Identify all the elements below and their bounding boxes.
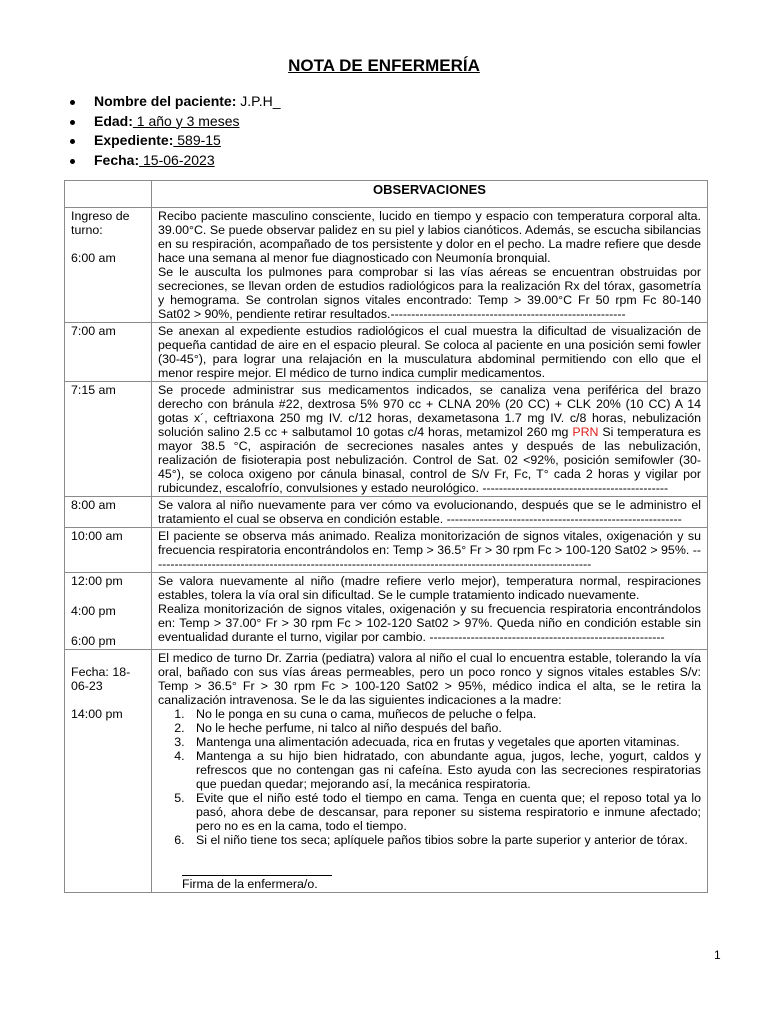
signature-line: Firma de la enfermera/o. [182, 875, 332, 891]
instruction-item: 2. No le heche perfume, ni talco al niño después del baño. [188, 721, 701, 735]
observation-text: Se valora al niño nuevamente para ver cómo va evolucionando, después que se le administro el tratamiento el cual se observa en condición estable. --------------------------------------------------------- [152, 497, 708, 528]
patient-age-label: Edad: [94, 112, 133, 129]
time-label: Ingreso de turno: [71, 209, 130, 237]
record-number-label: Expediente: [94, 132, 174, 148]
observation-text: Se anexan al expediente estudios radiológicos el cual muestra la dificultad de visualización de pequeña cantidad de aire en el espacio pleural. Se coloca al paciente en una posición semi fowler (30-45°), para lograr una relajación en la musculatura abdominal permitiendo con ello que el menor respire mejor. El médico de turno indica cumplir medicamentos. [152, 323, 708, 382]
date-value: 15-06-2023 [139, 151, 215, 168]
instruction-item: 3. Mantenga una alimentación adecuada, rica en frutas y vegetales que aporten vitaminas. [188, 735, 701, 749]
observation-text: Se valora nuevamente al niño (madre refiere verlo mejor), temperatura normal, respiraciones estables, tolera la vía oral sin dificultad. Se le cumple tratamiento indicado nuevamente. [158, 574, 701, 602]
record-number-item [70, 131, 280, 151]
time-label: 14:00 pm [71, 707, 123, 721]
observation-text: El paciente se observa más animado. Realiza monitorización de signos vitales, oxigenación y su frecuencia respiratoria encontrándolos en: Temp > 36.5° Fr > 30 rpm Fc > 100-120 Sat02 > 95%. ----------------------------------------------------------------------------------------------------------- [152, 528, 708, 573]
observation-cell [152, 382, 708, 497]
instruction-item: 6. Si el niño tiene tos seca; aplíquele paños tibios sobre la parte superior y anterior de tórax. [188, 833, 701, 847]
time-cell: 8:00 am [65, 497, 152, 528]
table-row [65, 382, 708, 497]
table-row [65, 323, 708, 382]
time-cell: 7:15 am [65, 382, 152, 497]
observations-header: OBSERVACIONES [152, 181, 708, 208]
date-item [70, 151, 280, 171]
observation-text: Se le ausculta los pulmones para comprobar si las vías aéreas se encuentran obstruidas por secreciones, se llevan orden de estudios radiológicos para la realización Rx del tórax, gasometría y hemograma. Se controlan signos vitales encontrado: Temp > 39.00°C Fr 50 rpm Fc 80-140 Sat02 > 90%, pendiente retirar resultados.--------------------------------------------------------- [158, 265, 701, 321]
instruction-item: 1. No le ponga en su cuna o cama, muñecos de peluche o felpa. [188, 707, 701, 721]
patient-name-item [70, 92, 280, 112]
observation-cell [152, 650, 708, 893]
observation-text: Recibo paciente masculino consciente, lucido en tiempo y espacio con temperatura corporal alta. 39.00°C. Se puede observar palidez en su piel y labios cianóticos. Además, se escucha sibilancias en su respiración, acompañado de tos persistente y dolor en el pecho. La madre refiere que desde hace una semana al menor fue diagnosticado con Neumonía bronquial. [158, 209, 701, 265]
observation-text: Si temperatura es mayor 38.5 °C, aspiración de secreciones nasales antes y después de las nebulización, realización de fisioterapia post nebulización. Control de Sat. 02 <92%, posición semifowler (30-45°), se coloca oxigeno por cánula binasal, control de S/v Fr, Fc, T° cada 2 horas y vigilar por rubicundez, escalofrío, convulsiones y estado neurológico. --------------------------------------------- [158, 425, 701, 495]
time-label: Fecha: 18-06-23 [71, 665, 131, 693]
time-label: 6:00 pm [71, 634, 116, 648]
table-row [65, 573, 708, 650]
time-cell: 10:00 am [65, 528, 152, 573]
patient-name-label: Nombre del paciente: [94, 93, 237, 109]
table-row [65, 497, 708, 528]
observation-text: El medico de turno Dr. Zarria (pediatra) valora al niño el cual lo encuentra estable, tolerando la vía oral, bañado con sus vías áreas permeables, pero un poco ronco y signos vitales estables S/v: Temp > 36.5° Fr > 30 rpm Fc > 100-120 Sat02 > 95%, médico indica el alta, se le retira la canalización intravenosa. Se le da las siguientes indicaciones a la madre: [158, 651, 701, 707]
table-row [65, 208, 708, 323]
observation-text: Se procede administrar sus medicamentos indicados, se canaliza vena periférica del brazo derecho con bránula #22, dextrosa 5% 970 cc + CLNA 20% (20 CC) + CLK 20% (10 CC) A 14 gotas x´, ceftriaxona 250 mg IV. c/12 horas, dexametasona 1.7 mg IV. c/8 horas, nebulización solución salino 2.5 cc + salbutamol 10 gotas c/4 horas, metamizol 260 mg [158, 383, 701, 439]
time-label: 4:00 pm [71, 604, 116, 618]
instruction-item: 5. Evite que el niño esté todo el tiempo en cama. Tenga en cuenta que; el reposo total ya lo pasó, ahora debe de descansar, para reponer su sistema respiratorio e inmune afectado; pero no es en la cama, todo el tiempo. [188, 791, 701, 833]
time-cell [65, 650, 152, 893]
table-header-row [65, 181, 708, 208]
record-number-value: 589-15 [173, 132, 221, 148]
time-label: 12:00 pm [71, 574, 123, 588]
observation-cell [152, 573, 708, 650]
time-cell [65, 573, 152, 650]
observation-text: Realiza monitorización de signos vitales, oxigenación y su frecuencia respiratoria encontrándolos en: Temp > 37.00° Fr > 30 rpm Fc > 102-120 Sat02 > 97%. Queda niño en condición estable sin eventualidad durante el turno, vigilar por cambio. --------------------------------------------------------- [158, 602, 701, 644]
patient-info-list [70, 92, 280, 170]
time-label: 6:00 am [71, 251, 116, 265]
patient-age-value: 1 año y 3 meses [132, 112, 240, 129]
prn-highlight: PRN [572, 425, 599, 439]
time-cell: 7:00 am [65, 323, 152, 382]
header-time-cell [65, 181, 152, 208]
table-row [65, 650, 708, 893]
observations-table [64, 180, 708, 893]
table-row [65, 528, 708, 573]
time-cell [65, 208, 152, 323]
instruction-item: 4. Mantenga a su hijo bien hidratado, con abundante agua, jugos, leche, yogurt, caldos y refrescos que no contengan gas ni cafeína. Esto ayuda con las secreciones respiratorias que puedan quedar; mejorando así, la mecánica respiratoria. [188, 749, 701, 791]
page-number: 1 [714, 948, 721, 962]
observation-cell [152, 208, 708, 323]
patient-name-value: J.P.H_ [236, 93, 281, 109]
patient-age-item [70, 112, 280, 132]
discharge-instructions-list [158, 707, 701, 847]
date-label: Fecha: [94, 151, 140, 168]
document-title: NOTA DE ENFERMERÍA [288, 56, 480, 75]
